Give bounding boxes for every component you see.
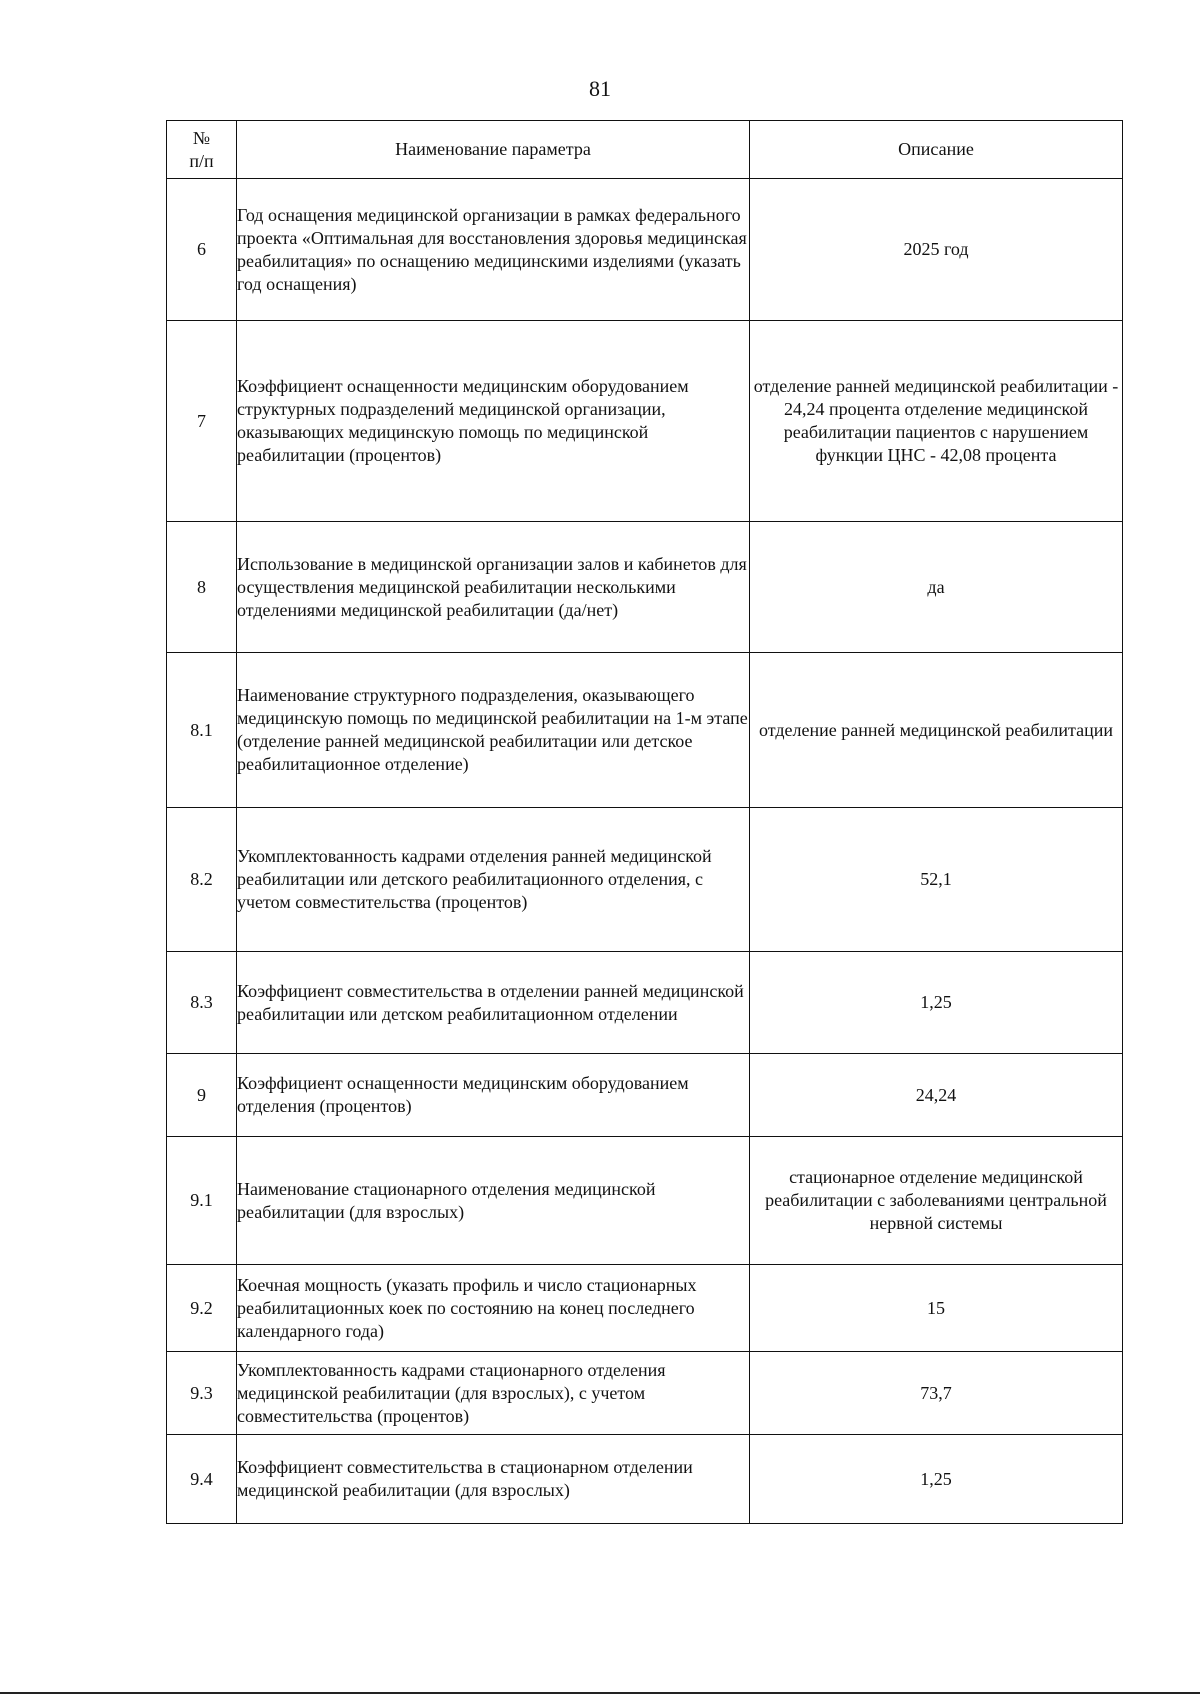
row-num: 9.4 (167, 1435, 237, 1524)
scan-edge-line (0, 1692, 1200, 1694)
header-num: № п/п (167, 121, 237, 179)
row-name: Укомплектованность кадрами отделения ранней медицинской реабилитации или детского реабилитационного отделения, с учетом совместительства (процентов) (237, 808, 750, 952)
row-num: 8.3 (167, 952, 237, 1054)
row-num: 7 (167, 321, 237, 522)
row-desc: 24,24 (750, 1054, 1123, 1137)
row-desc: отделение ранней медицинской реабилитации - 24,24 процента отделение медицинской реабилитации пациентов с нарушением функции ЦНС - 42,08 процента (750, 321, 1123, 522)
table-header-row (167, 121, 1123, 179)
parameters-table (166, 120, 1123, 1524)
row-num: 8 (167, 522, 237, 653)
row-desc: стационарное отделение медицинской реабилитации с заболеваниями центральной нервной системы (750, 1137, 1123, 1265)
table-row (167, 653, 1123, 808)
table-row (167, 522, 1123, 653)
row-desc: отделение ранней медицинской реабилитации (750, 653, 1123, 808)
header-desc: Описание (750, 121, 1123, 179)
table-row (167, 808, 1123, 952)
table-row (167, 1435, 1123, 1524)
row-num: 9 (167, 1054, 237, 1137)
row-name: Наименование структурного подразделения, оказывающего медицинскую помощь по медицинской реабилитации на 1-м этапе (отделение ранней медицинской реабилитации или детское реабилитационное отделение) (237, 653, 750, 808)
row-name: Использование в медицинской организации залов и кабинетов для осуществления медицинской реабилитации несколькими отделениями медицинской реабилитации (да/нет) (237, 522, 750, 653)
page-number: 81 (589, 76, 611, 101)
row-num: 8.1 (167, 653, 237, 808)
row-desc: 52,1 (750, 808, 1123, 952)
row-num: 9.3 (167, 1352, 237, 1435)
row-desc: 2025 год (750, 179, 1123, 321)
row-name: Укомплектованность кадрами стационарного отделения медицинской реабилитации (для взрослых), с учетом совместительства (процентов) (237, 1352, 750, 1435)
table-row (167, 1352, 1123, 1435)
row-name: Коэффициент оснащенности медицинским оборудованием структурных подразделений медицинской организации, оказывающих медицинскую помощь по медицинской реабилитации (процентов) (237, 321, 750, 522)
row-name: Коэффициент совместительства в отделении ранней медицинской реабилитации или детском реабилитационном отделении (237, 952, 750, 1054)
row-name: Коэффициент оснащенности медицинским оборудованием отделения (процентов) (237, 1054, 750, 1137)
row-name: Год оснащения медицинской организации в рамках федерального проекта «Оптимальная для восстановления здоровья медицинская реабилитация» по оснащению медицинскими изделиями (указать год оснащения) (237, 179, 750, 321)
row-num: 9.2 (167, 1265, 237, 1352)
row-num: 8.2 (167, 808, 237, 952)
table-row (167, 321, 1123, 522)
row-num: 6 (167, 179, 237, 321)
row-desc: 73,7 (750, 1352, 1123, 1435)
row-desc: 1,25 (750, 952, 1123, 1054)
row-num: 9.1 (167, 1137, 237, 1265)
table-row (167, 1137, 1123, 1265)
table-row (167, 1054, 1123, 1137)
row-name: Наименование стационарного отделения медицинской реабилитации (для взрослых) (237, 1137, 750, 1265)
row-name: Коэффициент совместительства в стационарном отделении медицинской реабилитации (для взрослых) (237, 1435, 750, 1524)
row-desc: да (750, 522, 1123, 653)
row-desc: 1,25 (750, 1435, 1123, 1524)
header-name: Наименование параметра (237, 121, 750, 179)
table-row (167, 952, 1123, 1054)
row-name: Коечная мощность (указать профиль и число стационарных реабилитационных коек по состоянию на конец последнего календарного года) (237, 1265, 750, 1352)
table-row (167, 179, 1123, 321)
table-row (167, 1265, 1123, 1352)
row-desc: 15 (750, 1265, 1123, 1352)
